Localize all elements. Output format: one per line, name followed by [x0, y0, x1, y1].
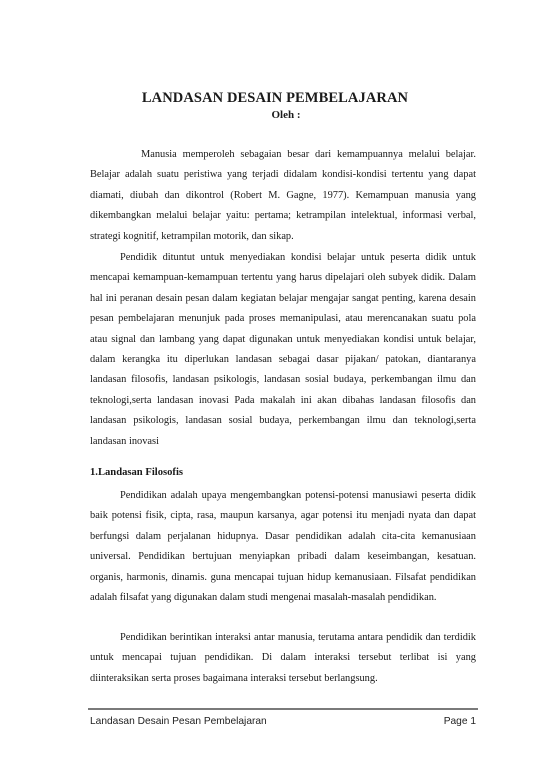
- second-paragraph: Pendidik dituntut untuk menyediakan kondisi belajar untuk peserta didik untuk mencapai kemampuan-kemampuan tertentu yang harus dipelajari oleh subyek didik. Dalam hal ini peranan desain pesan dalam kegiatan belajar mengajar sangat penting, karena desain pesan pembelajaran menunjuk pada proses memanipulasi, atau merencanakan suatu pola atau signal dan lambang yang dapat digunakan untuk menyediakan kondisi untuk belajar, dalam kerangka itu diperlukan landasan sebagai dasar pijakan/ patokan, diantaranya landasan filosofis, landasan psikologis, landasan sosial budaya, perkembangan ilmu dan teknologi,serta landasan inovasi Pada makalah ini akan dibahas landasan filosofis dan landasan psikologis, landasan sosial budaya, perkembangan ilmu dan teknologi,serta landasan inovasi: [90, 252, 476, 447]
- intro-paragraph: Manusia memperoleh sebagaian besar dari kemampuannya melalui belajar. Belajar adalah suatu peristiwa yang terjadi didalam kondisi-kondisi tertentu yang dapat diamati, diubah dan dikontrol (Robert M. Gagne, 1977). Kemampuan manusia yang dikembangkan melalui belajar yaitu: pertama; ketrampilan intelektual, informasi verbal, strategi kognitif, ketrampilan motorik, dan sikap.: [90, 149, 476, 242]
- byline: Oleh :: [271, 109, 301, 121]
- section-paragraph-2: Pendidikan berintikan interaksi antar manusia, terutama antara pendidik dan terdidik untuk mencapai tujuan pendidikan. Di dalam interaksi tersebut terlibat isi yang diinteraksikan serta proses bagaimana interaksi tersebut berlangsung.: [90, 632, 476, 684]
- footer-document-title: Landasan Desain Pesan Pembelajaran: [90, 716, 267, 727]
- section-paragraph-1: Pendidikan adalah upaya mengembangkan potensi-potensi manusiawi peserta didik baik potensi fisik, cipta, rasa, maupun karsanya, agar potensi itu menjadi nyata dan dapat berfungsi dalam perjalanan hidupnya. Dasar pendidikan adalah cita-cita kemanusiaan universal. Pendidikan bertujuan menyiapkan pribadi dalam keseimbangan, kesatuan. organis, harmonis, dinamis. guna mencapai tujuan hidup kemanusiaan. Filsafat pendidikan adalah filsafat yang digunakan dalam studi mengenai masalah-masalah pendidikan.: [90, 490, 476, 604]
- document-title: LANDASAN DESAIN PEMBELAJARAN: [141, 90, 409, 106]
- page-footer: [90, 716, 476, 727]
- page-number: Page 1: [443, 716, 476, 727]
- footer-divider: [88, 708, 478, 710]
- section-heading: 1.Landasan Filosofis: [90, 467, 184, 478]
